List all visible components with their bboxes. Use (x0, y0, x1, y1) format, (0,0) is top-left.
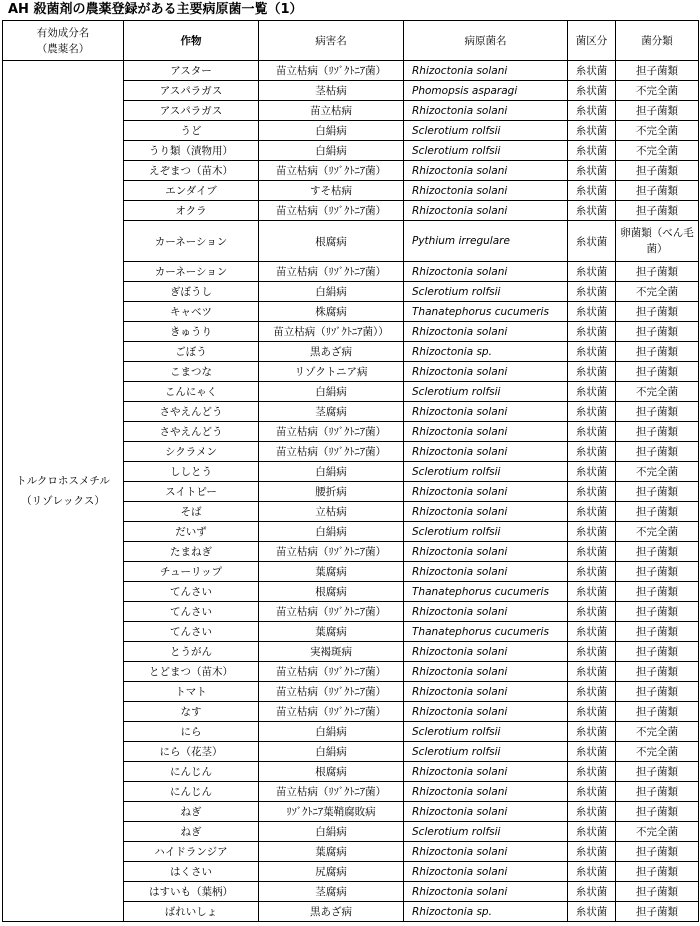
fungus-type-cell: 卵菌類（べん毛菌） (616, 221, 699, 262)
fungus-type-cell: 担子菌類 (616, 762, 699, 782)
disease-cell: 苗立枯病（ﾘｿﾞｸﾄﾆｱ菌） (259, 602, 404, 622)
fungus-type-cell: 担子菌類 (616, 181, 699, 201)
pathogen-cell: Rhizoctonia solani (404, 682, 568, 702)
header-disease: 病害名 (259, 21, 404, 61)
header-ingredient (3, 21, 124, 61)
disease-cell: 苗立枯病（ﾘｿﾞｸﾄﾆｱ菌） (259, 662, 404, 682)
crop-cell: うど (124, 121, 259, 141)
pathogen-cell: Phomopsis asparagi (404, 81, 568, 101)
disease-cell: 根腐病 (259, 221, 404, 262)
pathogen-cell: Rhizoctonia solani (404, 662, 568, 682)
fungus-class-cell: 糸状菌 (568, 902, 616, 922)
crop-cell: シクラメン (124, 442, 259, 462)
pathogen-cell: Sclerotium rolfsii (404, 382, 568, 402)
fungus-type-cell: 担子菌類 (616, 602, 699, 622)
fungus-class-cell: 糸状菌 (568, 482, 616, 502)
disease-cell: 白絹病 (259, 282, 404, 302)
fungus-type-cell: 不完全菌 (616, 822, 699, 842)
fungus-class-cell: 糸状菌 (568, 622, 616, 642)
fungus-class-cell: 糸状菌 (568, 382, 616, 402)
crop-cell: さやえんどう (124, 402, 259, 422)
fungus-type-cell: 担子菌類 (616, 802, 699, 822)
table-row (3, 61, 699, 81)
fungus-type-cell: 担子菌類 (616, 842, 699, 862)
disease-cell: 黒あざ病 (259, 902, 404, 922)
fungus-type-cell: 担子菌類 (616, 482, 699, 502)
fungus-type-cell: 担子菌類 (616, 662, 699, 682)
pathogen-cell: Rhizoctonia solani (404, 762, 568, 782)
fungus-class-cell: 糸状菌 (568, 862, 616, 882)
fungus-type-cell: 担子菌類 (616, 302, 699, 322)
disease-cell: 根腐病 (259, 582, 404, 602)
disease-cell: リゾクトニア病 (259, 362, 404, 382)
crop-cell: ごぼう (124, 342, 259, 362)
fungus-type-cell: 不完全菌 (616, 382, 699, 402)
active-ingredient-line: （リゾレックス） (21, 495, 105, 507)
fungus-class-cell: 糸状菌 (568, 302, 616, 322)
fungus-type-cell: 不完全菌 (616, 742, 699, 762)
fungus-class-cell: 糸状菌 (568, 342, 616, 362)
fungus-type-cell: 担子菌類 (616, 862, 699, 882)
fungus-class-cell: 糸状菌 (568, 181, 616, 201)
pathogen-cell: Sclerotium rolfsii (404, 742, 568, 762)
pathogen-cell: Rhizoctonia solani (404, 642, 568, 662)
fungus-type-cell: 担子菌類 (616, 201, 699, 221)
disease-cell: 黒あざ病 (259, 342, 404, 362)
pathogen-cell: Sclerotium rolfsii (404, 822, 568, 842)
disease-cell: すそ枯病 (259, 181, 404, 201)
disease-cell: 葉腐病 (259, 622, 404, 642)
fungus-type-cell: 担子菌類 (616, 442, 699, 462)
fungus-type-cell: 不完全菌 (616, 282, 699, 302)
crop-cell: きゅうり (124, 322, 259, 342)
crop-cell: カーネーション (124, 221, 259, 262)
disease-cell: 苗立枯病（ﾘｿﾞｸﾄﾆｱ菌） (259, 61, 404, 81)
fungus-class-cell: 糸状菌 (568, 582, 616, 602)
pathogen-cell: Sclerotium rolfsii (404, 722, 568, 742)
disease-cell: 実褐斑病 (259, 642, 404, 662)
active-ingredient-line: トルクロホスメチル (16, 475, 110, 487)
header-fungus-class: 菌区分 (568, 21, 616, 61)
disease-cell: 尻腐病 (259, 862, 404, 882)
pathogen-cell: Sclerotium rolfsii (404, 121, 568, 141)
crop-cell: エンダイブ (124, 181, 259, 201)
disease-cell: 白絹病 (259, 121, 404, 141)
pathogen-cell: Rhizoctonia solani (404, 562, 568, 582)
crop-cell: トマト (124, 682, 259, 702)
fungus-class-cell: 糸状菌 (568, 101, 616, 121)
pathogen-cell: Pythium irregulare (404, 221, 568, 262)
fungus-class-cell: 糸状菌 (568, 662, 616, 682)
crop-cell: たまねぎ (124, 542, 259, 562)
disease-cell: 苗立枯病（ﾘｿﾞｸﾄﾆｱ菌） (259, 702, 404, 722)
disease-cell: 白絹病 (259, 462, 404, 482)
fungus-class-cell: 糸状菌 (568, 682, 616, 702)
disease-cell: 葉腐病 (259, 562, 404, 582)
pathogen-cell: Rhizoctonia solani (404, 402, 568, 422)
pathogen-cell: Rhizoctonia solani (404, 802, 568, 822)
pathogen-cell: Sclerotium rolfsii (404, 141, 568, 161)
crop-cell: てんさい (124, 622, 259, 642)
fungus-type-cell: 担子菌類 (616, 342, 699, 362)
crop-cell: そば (124, 502, 259, 522)
header-crop: 作物 (124, 21, 259, 61)
pathogen-cell: Rhizoctonia solani (404, 322, 568, 342)
fungus-class-cell: 糸状菌 (568, 262, 616, 282)
fungus-type-cell: 担子菌類 (616, 422, 699, 442)
fungus-type-cell: 担子菌類 (616, 622, 699, 642)
fungus-type-cell: 担子菌類 (616, 502, 699, 522)
fungus-class-cell: 糸状菌 (568, 402, 616, 422)
crop-cell: さやえんどう (124, 422, 259, 442)
disease-cell: 苗立枯病 (259, 101, 404, 121)
fungus-class-cell: 糸状菌 (568, 782, 616, 802)
fungus-class-cell: 糸状菌 (568, 322, 616, 342)
crop-cell: とうがん (124, 642, 259, 662)
fungus-class-cell: 糸状菌 (568, 61, 616, 81)
disease-cell: 茎腐病 (259, 402, 404, 422)
pathogen-table (2, 20, 699, 922)
fungus-class-cell: 糸状菌 (568, 822, 616, 842)
fungus-class-cell: 糸状菌 (568, 522, 616, 542)
fungus-class-cell: 糸状菌 (568, 282, 616, 302)
pathogen-cell: Rhizoctonia solani (404, 882, 568, 902)
fungus-type-cell: 担子菌類 (616, 542, 699, 562)
fungus-class-cell: 糸状菌 (568, 702, 616, 722)
fungus-class-cell: 糸状菌 (568, 842, 616, 862)
pathogen-cell: Rhizoctonia sp. (404, 342, 568, 362)
fungus-type-cell: 担子菌類 (616, 61, 699, 81)
crop-cell: カーネーション (124, 262, 259, 282)
disease-cell: 苗立枯病（ﾘｿﾞｸﾄﾆｱ菌） (259, 201, 404, 221)
fungus-type-cell: 担子菌類 (616, 362, 699, 382)
disease-cell: 苗立枯病（ﾘｿﾞｸﾄﾆｱ菌） (259, 262, 404, 282)
pathogen-cell: Rhizoctonia solani (404, 542, 568, 562)
disease-cell: 苗立枯病（ﾘｿﾞｸﾄﾆｱ菌）） (259, 322, 404, 342)
pathogen-cell: Rhizoctonia solani (404, 502, 568, 522)
fungus-class-cell: 糸状菌 (568, 762, 616, 782)
fungus-class-cell: 糸状菌 (568, 121, 616, 141)
pathogen-cell: Rhizoctonia solani (404, 782, 568, 802)
pathogen-cell: Rhizoctonia solani (404, 201, 568, 221)
fungus-type-cell: 担子菌類 (616, 322, 699, 342)
fungus-class-cell: 糸状菌 (568, 161, 616, 181)
crop-cell: オクラ (124, 201, 259, 221)
fungus-class-cell: 糸状菌 (568, 882, 616, 902)
pathogen-cell: Thanatephorus cucumeris (404, 302, 568, 322)
pathogen-cell: Rhizoctonia solani (404, 702, 568, 722)
fungus-type-cell: 不完全菌 (616, 722, 699, 742)
crop-cell: ねぎ (124, 822, 259, 842)
crop-cell: はすいも（葉柄） (124, 882, 259, 902)
crop-cell: スイトピー (124, 482, 259, 502)
pathogen-cell: Sclerotium rolfsii (404, 462, 568, 482)
crop-cell: てんさい (124, 602, 259, 622)
pathogen-cell: Thanatephorus cucumeris (404, 622, 568, 642)
pathogen-cell: Thanatephorus cucumeris (404, 582, 568, 602)
disease-cell: 苗立枯病（ﾘｿﾞｸﾄﾆｱ菌） (259, 442, 404, 462)
header-ingredient-line1: 有効成分名 (36, 26, 90, 39)
active-ingredient-cell (3, 61, 124, 922)
fungus-class-cell: 糸状菌 (568, 422, 616, 442)
disease-cell: 立枯病 (259, 502, 404, 522)
table-body (3, 61, 699, 922)
crop-cell: キャベツ (124, 302, 259, 322)
fungus-type-cell: 担子菌類 (616, 902, 699, 922)
crop-cell: なす (124, 702, 259, 722)
fungus-type-cell: 担子菌類 (616, 161, 699, 181)
crop-cell: うり類（漬物用） (124, 141, 259, 161)
disease-cell: 葉腐病 (259, 842, 404, 862)
fungus-type-cell: 担子菌類 (616, 642, 699, 662)
pathogen-cell: Sclerotium rolfsii (404, 522, 568, 542)
crop-cell: にら（花茎） (124, 742, 259, 762)
fungus-type-cell: 担子菌類 (616, 582, 699, 602)
disease-cell: 苗立枯病（ﾘｿﾞｸﾄﾆｱ菌） (259, 782, 404, 802)
pathogen-cell: Rhizoctonia solani (404, 602, 568, 622)
fungus-class-cell: 糸状菌 (568, 462, 616, 482)
fungus-type-cell: 不完全菌 (616, 81, 699, 101)
pathogen-cell: Rhizoctonia solani (404, 862, 568, 882)
fungus-class-cell: 糸状菌 (568, 221, 616, 262)
crop-cell: ばれいしょ (124, 902, 259, 922)
crop-cell: ぎぼうし (124, 282, 259, 302)
fungus-class-cell: 糸状菌 (568, 602, 616, 622)
crop-cell: ししとう (124, 462, 259, 482)
crop-cell: えぞまつ（苗木） (124, 161, 259, 181)
fungus-class-cell: 糸状菌 (568, 722, 616, 742)
disease-cell: 白絹病 (259, 742, 404, 762)
header-fungus-type: 菌分類 (616, 21, 699, 61)
disease-cell: ﾘｿﾞｸﾄﾆｱ葉鞘腐敗病 (259, 802, 404, 822)
fungus-class-cell: 糸状菌 (568, 442, 616, 462)
fungus-type-cell: 担子菌類 (616, 882, 699, 902)
pathogen-cell: Rhizoctonia solani (404, 422, 568, 442)
crop-cell: にんじん (124, 762, 259, 782)
fungus-type-cell: 担子菌類 (616, 702, 699, 722)
fungus-class-cell: 糸状菌 (568, 742, 616, 762)
fungus-type-cell: 不完全菌 (616, 522, 699, 542)
crop-cell: チューリップ (124, 562, 259, 582)
fungus-class-cell: 糸状菌 (568, 362, 616, 382)
disease-cell: 白絹病 (259, 141, 404, 161)
pathogen-cell: Rhizoctonia solani (404, 161, 568, 181)
pathogen-cell: Sclerotium rolfsii (404, 282, 568, 302)
fungus-type-cell: 担子菌類 (616, 262, 699, 282)
fungus-class-cell: 糸状菌 (568, 562, 616, 582)
crop-cell: にんじん (124, 782, 259, 802)
disease-cell: 白絹病 (259, 822, 404, 842)
pathogen-cell: Rhizoctonia solani (404, 482, 568, 502)
disease-cell: 株腐病 (259, 302, 404, 322)
fungus-type-cell: 担子菌類 (616, 402, 699, 422)
disease-cell: 苗立枯病（ﾘｿﾞｸﾄﾆｱ菌） (259, 161, 404, 181)
crop-cell: にら (124, 722, 259, 742)
disease-cell: 茎枯病 (259, 81, 404, 101)
disease-cell: 白絹病 (259, 722, 404, 742)
disease-cell: 白絹病 (259, 382, 404, 402)
disease-cell: 苗立枯病（ﾘｿﾞｸﾄﾆｱ菌） (259, 542, 404, 562)
disease-cell: 白絹病 (259, 522, 404, 542)
disease-cell: 苗立枯病（ﾘｿﾞｸﾄﾆｱ菌） (259, 682, 404, 702)
fungus-class-cell: 糸状菌 (568, 502, 616, 522)
fungus-type-cell: 不完全菌 (616, 462, 699, 482)
crop-cell: ねぎ (124, 802, 259, 822)
disease-cell: 苗立枯病（ﾘｿﾞｸﾄﾆｱ菌） (259, 422, 404, 442)
fungus-type-cell: 不完全菌 (616, 121, 699, 141)
pathogen-cell: Rhizoctonia solani (404, 362, 568, 382)
crop-cell: アスター (124, 61, 259, 81)
crop-cell: とどまつ（苗木） (124, 662, 259, 682)
pathogen-cell: Rhizoctonia solani (404, 842, 568, 862)
disease-cell: 腰折病 (259, 482, 404, 502)
header-pathogen: 病原菌名 (404, 21, 568, 61)
pathogen-cell: Rhizoctonia solani (404, 262, 568, 282)
crop-cell: こまつな (124, 362, 259, 382)
fungus-class-cell: 糸状菌 (568, 141, 616, 161)
fungus-type-cell: 担子菌類 (616, 562, 699, 582)
fungus-class-cell: 糸状菌 (568, 81, 616, 101)
crop-cell: てんさい (124, 582, 259, 602)
fungus-type-cell: 担子菌類 (616, 682, 699, 702)
fungus-type-cell: 不完全菌 (616, 141, 699, 161)
pathogen-cell: Rhizoctonia solani (404, 61, 568, 81)
pathogen-cell: Rhizoctonia solani (404, 101, 568, 121)
pathogen-cell: Rhizoctonia sp. (404, 902, 568, 922)
disease-cell: 茎腐病 (259, 882, 404, 902)
fungus-type-cell: 担子菌類 (616, 101, 699, 121)
fungus-class-cell: 糸状菌 (568, 802, 616, 822)
header-ingredient-line2: （農薬名） (36, 42, 90, 55)
pathogen-cell: Rhizoctonia solani (404, 181, 568, 201)
pathogen-cell: Rhizoctonia solani (404, 442, 568, 462)
crop-cell: アスパラガス (124, 101, 259, 121)
fungus-class-cell: 糸状菌 (568, 542, 616, 562)
fungus-class-cell: 糸状菌 (568, 642, 616, 662)
fungus-type-cell: 担子菌類 (616, 782, 699, 802)
fungus-class-cell: 糸状菌 (568, 201, 616, 221)
table-header-row (3, 21, 699, 61)
crop-cell: はくさい (124, 862, 259, 882)
crop-cell: だいず (124, 522, 259, 542)
crop-cell: こんにゃく (124, 382, 259, 402)
page-title: AH 殺菌剤の農薬登録がある主要病原菌一覧（1） (8, 2, 303, 17)
disease-cell: 根腐病 (259, 762, 404, 782)
crop-cell: アスパラガス (124, 81, 259, 101)
crop-cell: ハイドランジア (124, 842, 259, 862)
